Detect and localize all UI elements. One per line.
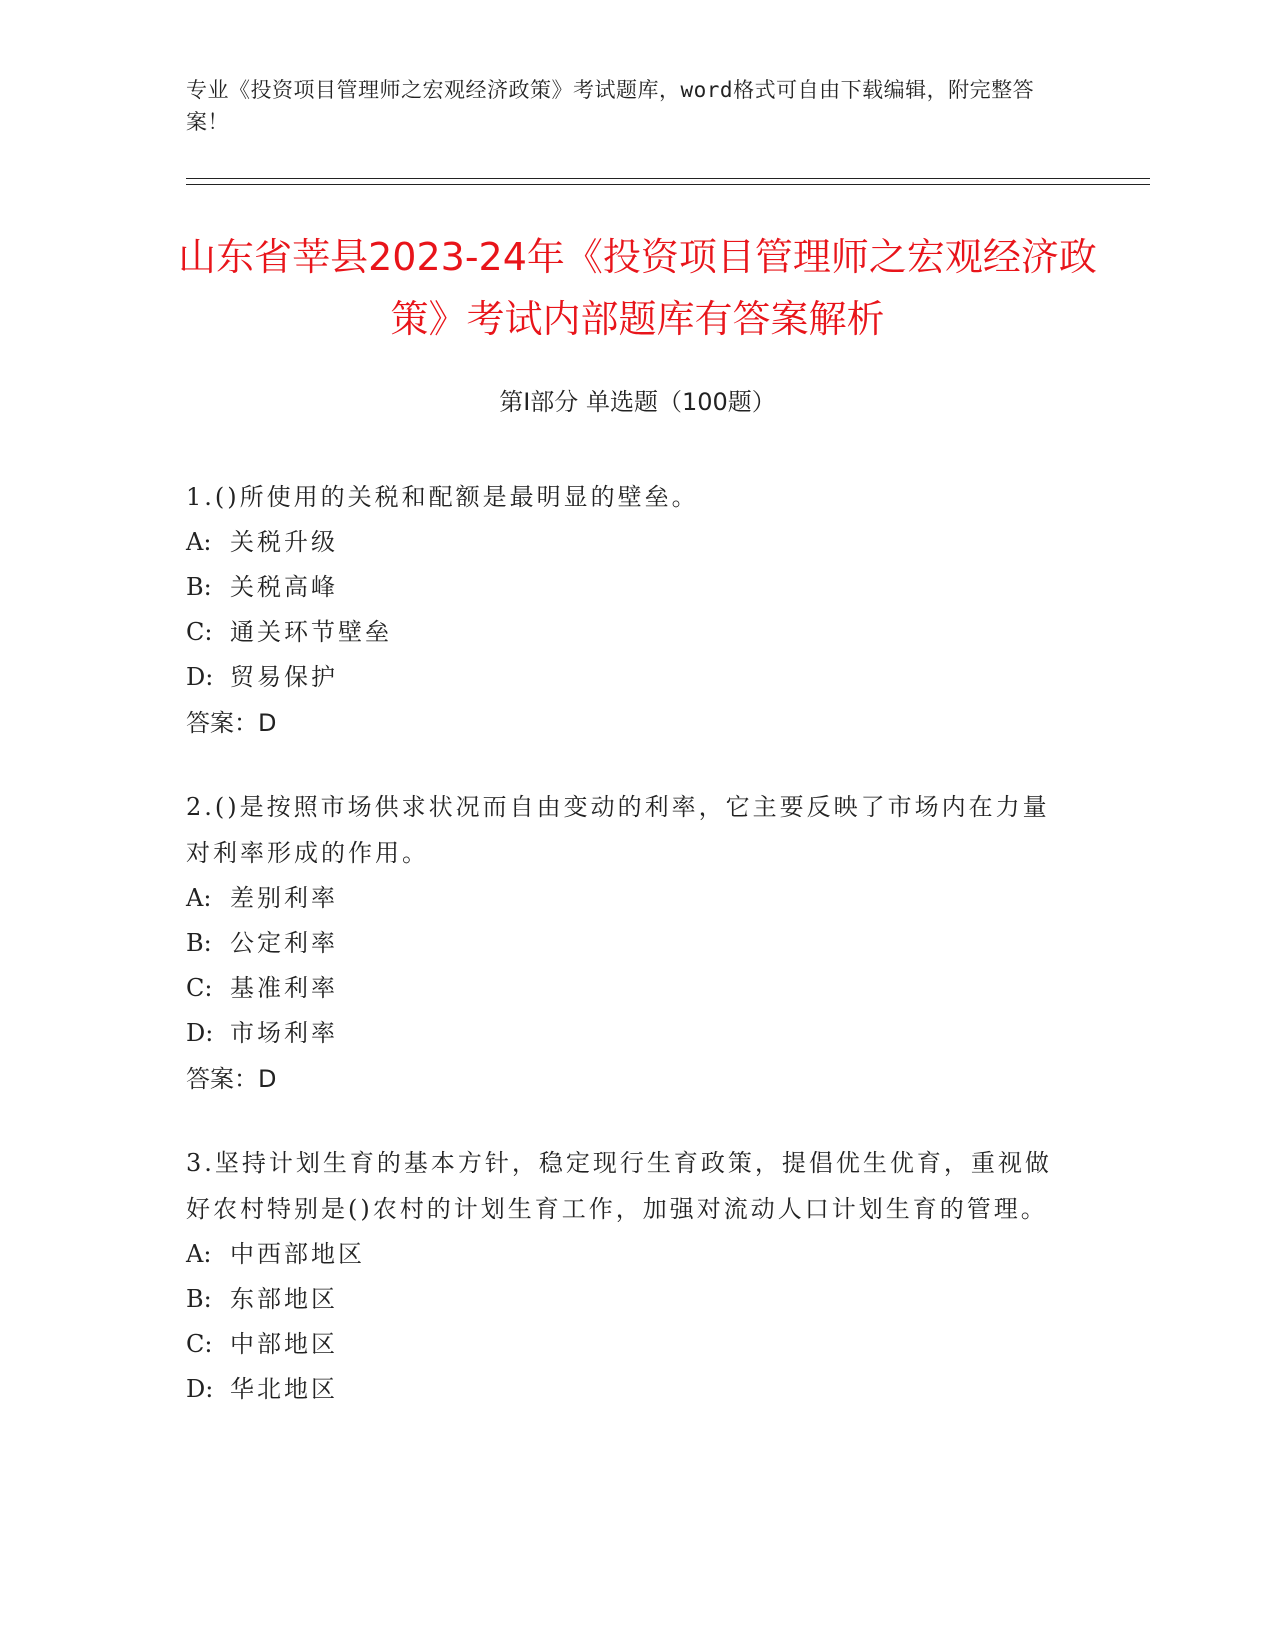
option-key: D: (186, 1375, 214, 1403)
answer-line: 答案：D (186, 709, 277, 737)
option-c (186, 966, 1056, 1011)
option-key: C: (186, 618, 213, 646)
answer-line: 答案：D (186, 1065, 277, 1093)
option-key: D: (186, 1019, 214, 1047)
option-text: 东部地区 (230, 1285, 338, 1313)
option-text: 中西部地区 (230, 1240, 365, 1268)
document-title: 山东省莘县2023-24年《投资项目管理师之宏观经济政策》考试内部题库有答案解析 (178, 235, 1097, 341)
option-a (186, 876, 1056, 921)
option-b (186, 1277, 1056, 1322)
option-key: B: (186, 929, 212, 957)
question-stem: 1.()所使用的关税和配额是最明显的壁垒。 (186, 483, 699, 511)
question-stem: 3.坚持计划生育的基本方针，稳定现行生育政策，提倡优生优育，重视做好农村特别是()农村的计划生育工作，加强对流动人口计划生育的管理。 (186, 1149, 1052, 1223)
option-d (186, 1011, 1056, 1056)
option-key: C: (186, 1330, 213, 1358)
question-stem: 2.()是按照市场供求状况而自由变动的利率，它主要反映了市场内在力量对利率形成的作用。 (186, 793, 1050, 867)
option-c (186, 1322, 1056, 1367)
question-1 (186, 474, 1056, 746)
option-text: 通关环节壁垒 (230, 618, 392, 646)
question-list (186, 474, 1056, 1450)
option-key: A: (186, 884, 212, 912)
option-key: B: (186, 573, 212, 601)
option-text: 市场利率 (230, 1019, 338, 1047)
option-b (186, 921, 1056, 966)
option-text: 基准利率 (230, 974, 338, 1002)
header-divider-top (186, 178, 1150, 179)
header-divider-bottom (186, 184, 1150, 185)
question-3 (186, 1140, 1056, 1412)
option-text: 公定利率 (230, 929, 338, 957)
option-text: 贸易保护 (230, 663, 338, 691)
option-c (186, 610, 1056, 655)
option-key: D: (186, 663, 214, 691)
option-d (186, 1367, 1056, 1412)
option-key: C: (186, 974, 213, 1002)
option-text: 中部地区 (230, 1330, 338, 1358)
option-text: 关税高峰 (230, 573, 338, 601)
option-b (186, 565, 1056, 610)
option-d (186, 655, 1056, 700)
option-a (186, 520, 1056, 565)
option-text: 华北地区 (230, 1375, 338, 1403)
option-key: A: (186, 1240, 212, 1268)
option-a (186, 1232, 1056, 1277)
option-key: A: (186, 528, 212, 556)
question-2 (186, 784, 1056, 1102)
option-text: 差别利率 (230, 884, 338, 912)
section-heading: 第Ⅰ部分 单选题（100题） (499, 388, 776, 416)
option-text: 关税升级 (230, 528, 338, 556)
option-key: B: (186, 1285, 212, 1313)
header-note: 专业《投资项目管理师之宏观经济政策》考试题库，word格式可自由下载编辑，附完整答案！ (186, 78, 1035, 134)
